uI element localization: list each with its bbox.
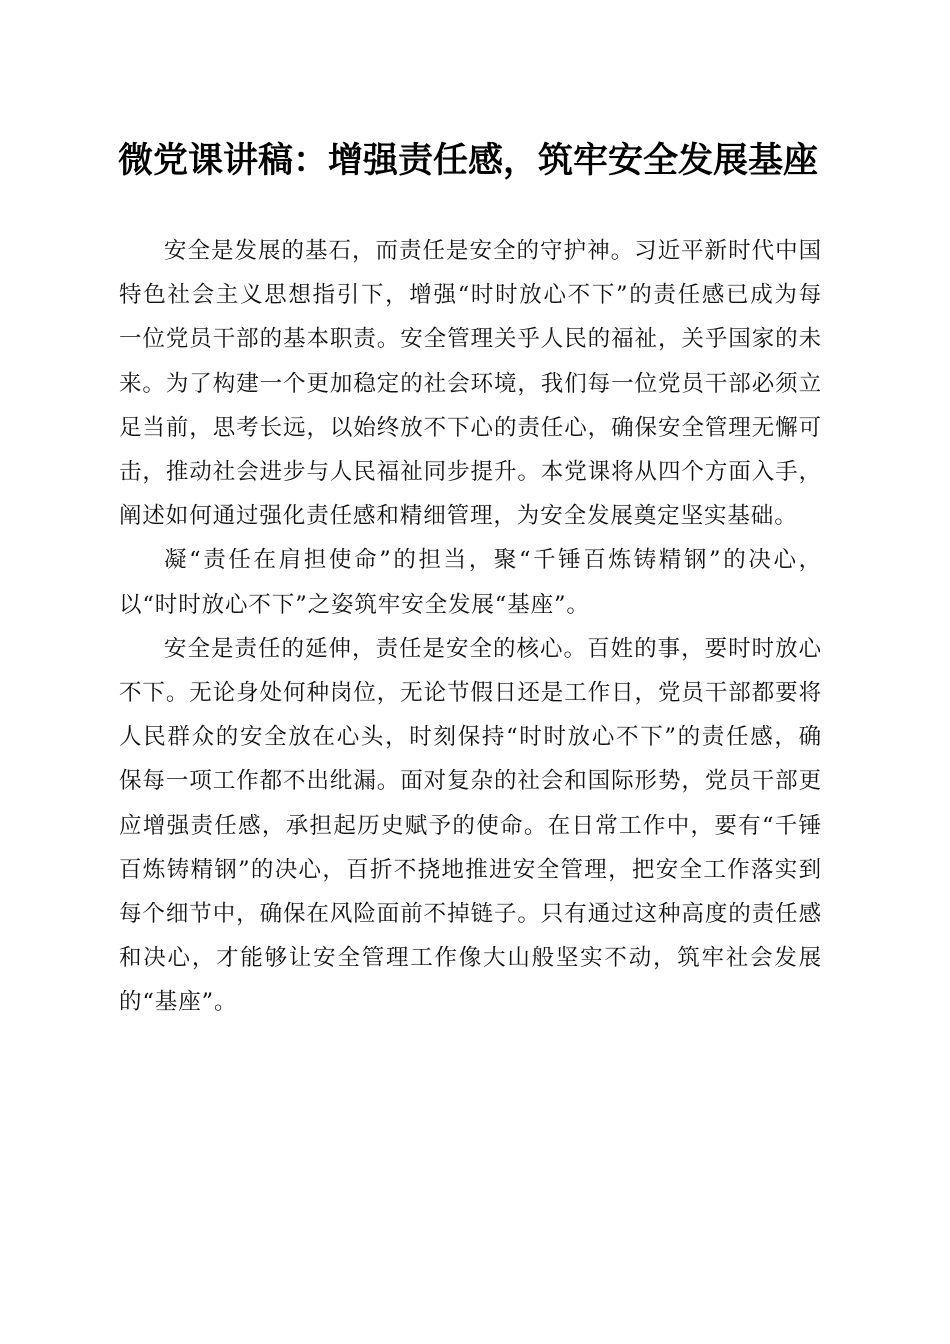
paragraph-responsibility: 安全是责任的延伸，责任是安全的核心。百姓的事，要时时放心不下。无论身处何种岗位，无论节假日还是工作日，党员干部都要将人民群众的安全放在心头，时刻保持“时时放心不下”的责任感，确保每一项工作都不出纰漏。面对复杂的社会和国际形势，党员干部更应增强责任感，承担起历史赋予的使命。在日常工作中，要有“千锤百炼铸精钢”的决心，百折不挠地推进安全管理，把安全工作落实到每个细节中，确保在风险面前不掉链子。只有通过这种高度的责任感和决心，才能够让安全管理工作像大山般坚实不动，筑牢社会发展的“基座”。 — [119, 635, 822, 1016]
document-body — [119, 229, 822, 1025]
paragraph-intro: 安全是发展的基石，而责任是安全的守护神。习近平新时代中国特色社会主义思想指引下，增强“时时放心不下”的责任感已成为每一位党员干部的基本职责。安全管理关乎人民的福祉，关乎国家的未来。为了构建一个更加稳定的社会环境，我们每一位党员干部必须立足当前，思考长远，以始终放不下心的责任心，确保安全管理无懈可击，推动社会进步与人民福祉同步提升。本党课将从四个方面入手，阐述如何通过强化责任感和精细管理，为安全发展奠定坚实基础。 — [119, 238, 822, 530]
document-title: 微党课讲稿：增强责任感，筑牢安全发展基座 — [118, 140, 819, 181]
paragraph-heading-statement: 凝“责任在肩担使命”的担当，聚“千锤百炼铸精钢”的决心，以“时时放心不下”之姿筑牢安全发展“基座”。 — [119, 547, 822, 618]
